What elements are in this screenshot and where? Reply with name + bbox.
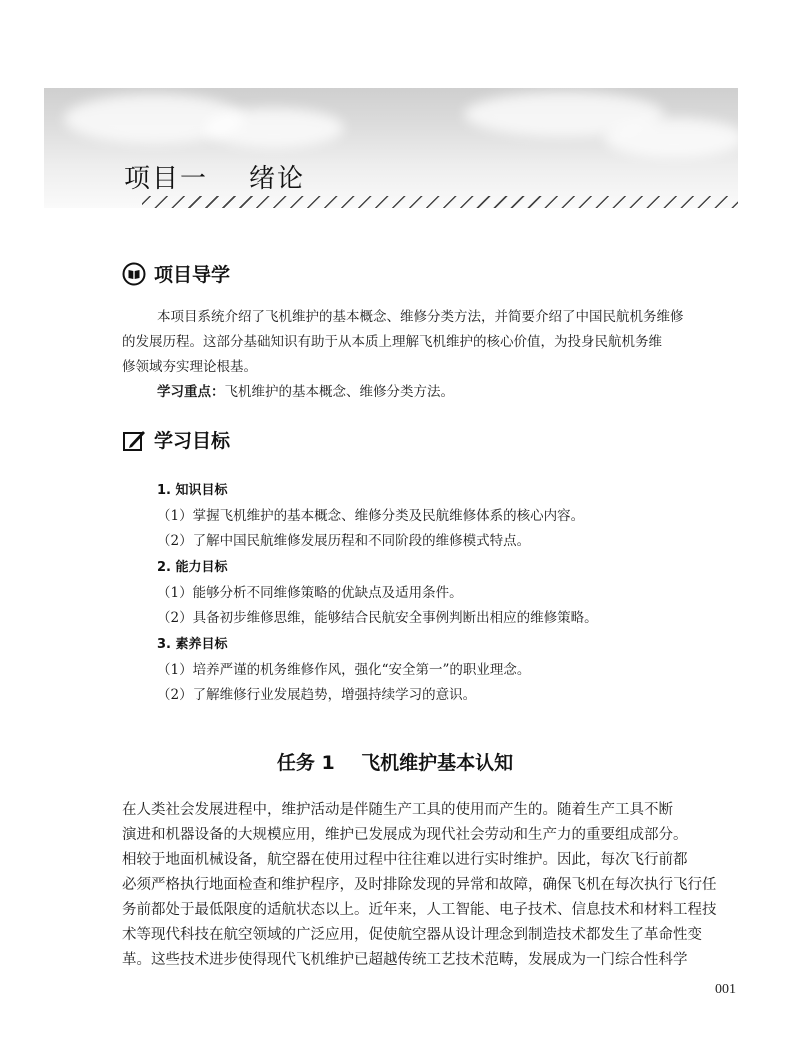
task-line-4: 必须严格执行地面检查和维护程序，及时排除发现的异常和故障，确保飞机在每次执行飞行任 xyxy=(122,877,717,893)
ability-item-2: （2）具备初步维修思维，能够结合民航安全事例判断出相应的维修策略。 xyxy=(157,610,598,626)
chapter-title: 项目一 绪论 xyxy=(124,164,306,194)
key-points-label: 学习重点： xyxy=(157,384,225,400)
task-line-7: 革。这些技术进步使得现代飞机维护已超越传统工艺技术范畴，发展成为一门综合性科学 xyxy=(122,952,688,968)
pencil-checkbox-icon xyxy=(122,428,146,452)
quality-item-2: （2）了解维修行业发展趋势，增强持续学习的意识。 xyxy=(157,687,477,703)
knowledge-item-1: （1）掌握飞机维护的基本概念、维修分类及民航维修体系的核心内容。 xyxy=(157,508,585,524)
task-line-5: 务前都处于最低限度的适航状态以上。近年来，人工智能、电子技术、信息技术和材料工程技 xyxy=(122,902,717,918)
page-number: 001 xyxy=(715,982,736,997)
key-points xyxy=(157,380,454,400)
book-icon xyxy=(122,262,146,286)
quality-title: 3. 素养目标 xyxy=(157,637,228,652)
intro-line-1: 本项目系统介绍了飞机维护的基本概念、维修分类方法，并简要介绍了中国民航机务维修 xyxy=(157,309,684,325)
intro-line-3: 修领域夯实理论根基。 xyxy=(122,359,257,375)
hatch-divider xyxy=(142,196,738,208)
quality-item-1: （1）培养严谨的机务维修作风，强化“安全第一”的职业理念。 xyxy=(157,662,531,678)
task-title: 任务 1 飞机维护基本认知 xyxy=(276,752,514,774)
task-line-1: 在人类社会发展进程中，维护活动是伴随生产工具的使用而产生的。随着生产工具不断 xyxy=(122,802,673,818)
ability-item-1: （1）能够分析不同维修策略的优缺点及适用条件。 xyxy=(157,585,463,601)
task-line-3: 相较于地面机械设备，航空器在使用过程中往往难以进行实时维护。因此，每次飞行前都 xyxy=(122,852,688,868)
task-line-2: 演进和机器设备的大规模应用，维护已发展成为现代社会劳动和生产力的重要组成部分。 xyxy=(122,827,688,843)
chapter-banner xyxy=(44,88,738,208)
intro-heading-text: 项目导学 xyxy=(154,264,231,286)
intro-heading xyxy=(122,260,230,287)
objectives-heading-text: 学习目标 xyxy=(154,430,231,452)
objectives-heading xyxy=(122,426,230,453)
key-points-text: 飞机维护的基本概念、维修分类方法。 xyxy=(224,384,454,400)
intro-line-2: 的发展历程。这部分基础知识有助于从本质上理解飞机维护的核心价值，为投身民航机务维 xyxy=(122,334,662,350)
ability-title: 2. 能力目标 xyxy=(157,560,228,575)
task-line-6: 术等现代科技在航空领域的广泛应用，促使航空器从设计理念到制造技术都发生了革命性变 xyxy=(122,927,702,943)
knowledge-title: 1. 知识目标 xyxy=(157,483,228,498)
knowledge-item-2: （2）了解中国民航维修发展历程和不同阶段的维修模式特点。 xyxy=(157,533,531,549)
